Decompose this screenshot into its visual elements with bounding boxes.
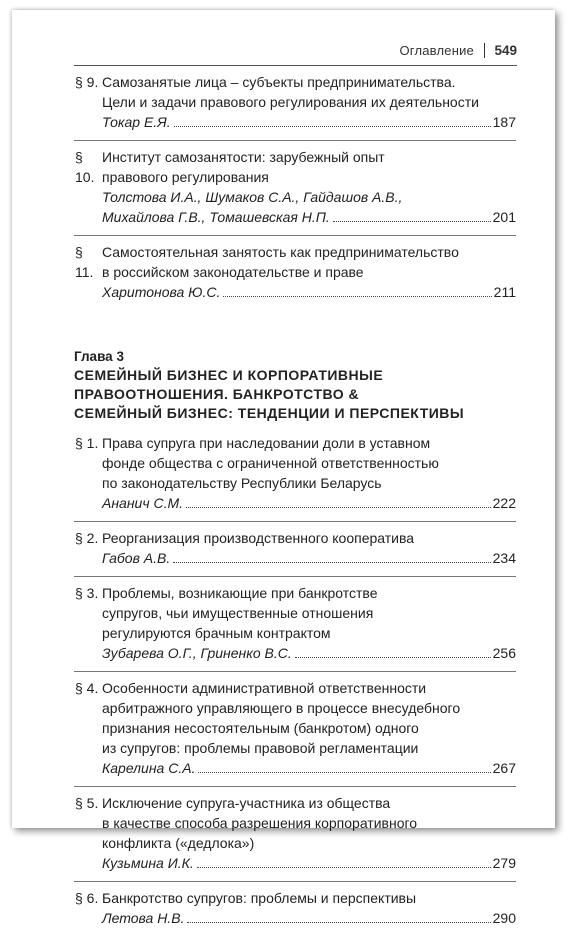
toc-entry-author: Кузьмина И.К. bbox=[102, 855, 194, 871]
header-rule bbox=[74, 65, 517, 66]
chapter-title bbox=[74, 366, 516, 423]
toc-entry-author-row bbox=[102, 908, 516, 928]
toc-entry-number: § 1. bbox=[75, 435, 99, 451]
dot-leader bbox=[173, 562, 490, 563]
toc-entry-number: § 2. bbox=[75, 530, 99, 546]
chapter-title-line: ПРАВООТНОШЕНИЯ. БАНКРОТСТВО & bbox=[74, 386, 360, 402]
toc-entry-number: § 5. bbox=[75, 795, 99, 811]
dot-leader bbox=[197, 867, 491, 868]
dot-leader bbox=[174, 126, 491, 127]
toc-entry-title-line: регулируются брачным контрактом bbox=[102, 625, 331, 641]
toc-entry-author-row bbox=[102, 548, 516, 568]
toc-entry-author-row bbox=[102, 853, 516, 873]
toc-entry-body bbox=[102, 242, 516, 302]
toc-entry-author: Летова Н.В. bbox=[102, 910, 185, 926]
toc-entry[interactable] bbox=[74, 72, 516, 140]
toc-content bbox=[74, 72, 516, 936]
dot-leader bbox=[186, 507, 491, 508]
toc-entry-title-line: арбитражного управляющего в процессе внесудебного bbox=[102, 700, 461, 716]
toc-entry[interactable] bbox=[74, 433, 516, 521]
toc-entry-number: § 6. bbox=[75, 890, 99, 906]
toc-entry-title-line: фонде общества с ограниченной ответственностью bbox=[102, 455, 439, 471]
toc-entry-author: Ананич С.М. bbox=[102, 495, 184, 511]
toc-entry-title-line: Самозанятые лица – субъекты предпринимательства. bbox=[102, 74, 456, 90]
toc-entry-title-line: Самостоятельная занятость как предпринимательство bbox=[102, 244, 459, 260]
running-head bbox=[399, 43, 517, 58]
toc-entry-title-line: Особенности административной ответственности bbox=[102, 680, 427, 696]
toc-entry-author-row bbox=[102, 207, 516, 227]
toc-entry-title-line: в качестве способа разрешения корпоративного bbox=[102, 815, 418, 831]
dot-leader bbox=[198, 772, 490, 773]
toc-entry-body bbox=[102, 793, 516, 873]
toc-entry-page-number: 256 bbox=[492, 645, 516, 661]
toc-entry-title-line: супругов, чьи имущественные отношения bbox=[102, 605, 374, 621]
toc-entry-title-line: Банкротство супругов: проблемы и перспективы bbox=[102, 890, 417, 906]
toc-entry-body bbox=[102, 528, 516, 568]
toc-entry-title-line: Реорганизация производственного кооператива bbox=[102, 530, 415, 546]
dot-leader bbox=[223, 296, 491, 297]
toc-entry[interactable] bbox=[74, 140, 516, 235]
toc-entry-title-line: из супругов: проблемы правовой регламентации bbox=[102, 740, 419, 756]
toc-entry-page-number: 211 bbox=[493, 284, 516, 300]
toc-entry-page-number: 222 bbox=[492, 495, 516, 511]
toc-entry-title-line: Проблемы, возникающие при банкротстве bbox=[102, 585, 378, 601]
toc-entry-title-line: Права супруга при наследовании доли в уставном bbox=[102, 435, 431, 451]
toc-entry-author: Толстова И.А., Шумаков С.А., Гайдашов А.В., bbox=[102, 189, 403, 205]
toc-entry-author: Зубарева О.Г., Гриненко В.С. bbox=[102, 645, 292, 661]
toc-entry-title-line: правового регулирования bbox=[102, 169, 269, 185]
toc-entry-body bbox=[102, 433, 516, 513]
toc-entry[interactable] bbox=[74, 671, 516, 786]
toc-entry-number: § 10. bbox=[75, 149, 95, 185]
dot-leader bbox=[333, 221, 491, 222]
chapter-title-line: СЕМЕЙНЫЙ БИЗНЕС И КОРПОРАТИВНЫЕ bbox=[74, 367, 384, 383]
toc-entry-page-number: 187 bbox=[492, 114, 516, 130]
toc-entry-body bbox=[102, 583, 516, 663]
toc-entry-title-line: Институт самозанятости: зарубежный опыт bbox=[102, 149, 385, 165]
running-head-title: Оглавление bbox=[399, 43, 474, 58]
toc-entry[interactable] bbox=[74, 235, 516, 310]
toc-entry-title-line: по законодательству Республики Беларусь bbox=[102, 475, 382, 491]
running-head-page-number: 549 bbox=[494, 43, 517, 58]
toc-entry-page-number: 234 bbox=[492, 550, 516, 566]
toc-entry-title-line: конфликта («дедлока») bbox=[102, 835, 255, 851]
chapter-heading bbox=[74, 348, 516, 423]
toc-entry-author: Харитонова Ю.С. bbox=[102, 284, 221, 300]
toc-entry-author-row bbox=[102, 282, 516, 302]
toc-entry-page-number: 201 bbox=[492, 209, 516, 225]
toc-entry-title-line: Исключение супруга-участника из общества bbox=[102, 795, 391, 811]
toc-entry[interactable] bbox=[74, 881, 516, 936]
toc-entry-author-row bbox=[102, 112, 516, 132]
toc-entry-author: Габов А.В. bbox=[102, 550, 171, 566]
toc-entry-number: § 4. bbox=[75, 680, 99, 696]
toc-entry-number: § 3. bbox=[75, 585, 99, 601]
toc-section-list-top bbox=[74, 72, 516, 310]
toc-entry-author-row bbox=[102, 643, 516, 663]
dot-leader bbox=[187, 922, 490, 923]
dot-leader bbox=[295, 657, 491, 658]
toc-entry-number: § 11. bbox=[75, 244, 94, 280]
toc-entry-author-row bbox=[102, 758, 516, 778]
toc-entry-title-line: признания несостоятельным (банкротом) одного bbox=[102, 720, 419, 736]
toc-entry-author: Карелина С.А. bbox=[102, 760, 196, 776]
toc-entry-page-number: 267 bbox=[492, 760, 516, 776]
toc-entry[interactable] bbox=[74, 786, 516, 881]
toc-entry-author: Токар Е.Я. bbox=[102, 114, 171, 130]
toc-entry-title-line: Цели и задачи правового регулирования их деятельности bbox=[102, 94, 479, 110]
toc-entry[interactable] bbox=[74, 521, 516, 576]
toc-entry-title-line: в российском законодательстве и праве bbox=[102, 264, 364, 280]
toc-entry-body bbox=[102, 147, 516, 227]
toc-entry-page-number: 279 bbox=[492, 855, 516, 871]
chapter-title-line: СЕМЕЙНЫЙ БИЗНЕС: ТЕНДЕНЦИИ И ПЕРСПЕКТИВЫ bbox=[74, 405, 465, 421]
toc-entry-body bbox=[102, 678, 516, 778]
toc-entry-author-row bbox=[102, 493, 516, 513]
running-head-separator bbox=[484, 43, 486, 58]
toc-entry[interactable] bbox=[74, 576, 516, 671]
chapter-label: Глава 3 bbox=[74, 349, 124, 364]
toc-section-list-chapter bbox=[74, 433, 516, 936]
toc-entry-page-number: 290 bbox=[492, 910, 516, 926]
toc-entry-body bbox=[102, 72, 516, 132]
toc-entry-author: Михайлова Г.В., Томашевская Н.П. bbox=[102, 209, 330, 225]
toc-entry-number: § 9. bbox=[75, 74, 99, 90]
toc-entry-body bbox=[102, 888, 516, 928]
